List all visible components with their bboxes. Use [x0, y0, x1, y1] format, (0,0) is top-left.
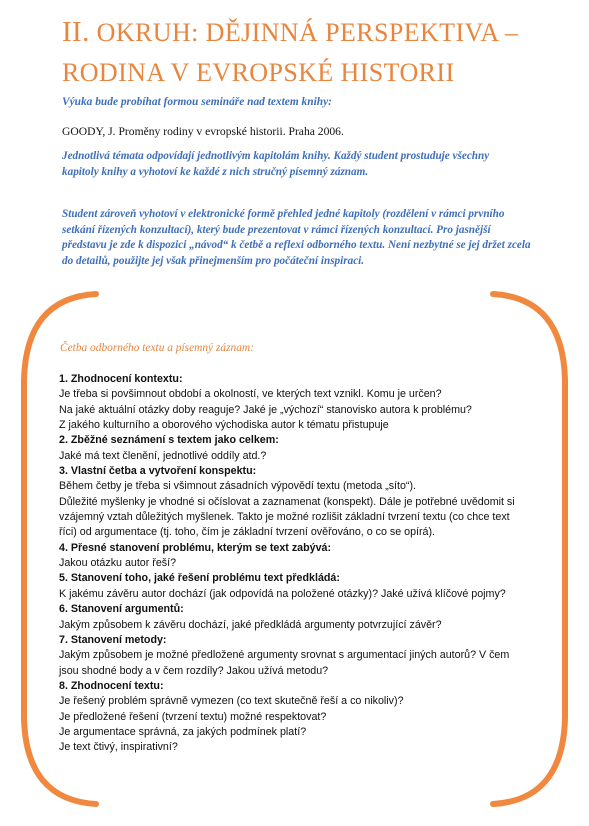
section-line: Je předložené řešení (tvrzení textu) možné respektovat?: [59, 710, 327, 723]
section-line: Je řešený problém správně vymezen (co text skutečně řeší a co nikoliv)?: [59, 695, 404, 708]
list-item: [59, 433, 529, 464]
intro-text: Výuka bude probíhat formou semináře nad textem knihy:: [62, 96, 332, 108]
section-heading: 1. Zhodnocení kontextu:: [59, 373, 183, 385]
section-line: Během četby je třeba si všimnout zásadních výpovědí textu (metoda „síto“).: [59, 480, 417, 493]
reading-guide-list: [59, 372, 529, 756]
section-line: Z jakého kulturního a oborového východiska autor k tématu přistupuje: [59, 419, 389, 432]
section-heading: 4. Přesné stanovení problému, kterým se text zabývá:: [59, 541, 332, 554]
section-line: Je text čtivý, inspirativní?: [59, 741, 178, 754]
section-heading: 3. Vlastní četba a vytvoření konspektu:: [59, 465, 257, 478]
section-heading: 2. Zběžné seznámení s textem jako celkem:: [59, 434, 279, 447]
list-item: [59, 633, 529, 679]
section-heading: 8. Zhodnocení textu:: [59, 679, 164, 692]
title-okruh: OKRUH: D: [96, 18, 225, 47]
page-title: [62, 12, 562, 93]
section-heading: 6. Stanovení argumentů:: [59, 603, 184, 616]
list-item: [59, 372, 529, 433]
title-topic: ĚJINNÁ PERSPEKTIVA –: [224, 18, 519, 47]
title-roman-numeral: II.: [62, 16, 90, 48]
list-item: [59, 571, 529, 602]
section-line: Důležité myšlenky je vhodné si očíslovat a zaznamenat (konspekt). Dále je potřebné uvědomit si vzájemný vztah důležitých myšlenek. Takto je možné rozlišit základní tvrzení textu (co chce text říci) od argumentace (tj. toho, čím je základní tvrzení ověřováno, o co se opírá).: [59, 495, 515, 539]
instructions-paragraph-2: Student zároveň vyhotoví v elektronické formě přehled jedné kapitoly (rozdělení v rámci prvního setkání řízených konzultací), který bude prezentovat v rámci řízených konzultací. Pro jasnější představu je zde k dispozici „návod“ k četbě a reflexi odborného textu. Není nezbytné se jej držet zcela do detailů, použijte jej však přinejmenším pro počáteční inspiraci.: [62, 208, 531, 267]
section-line: K jakému závěru autor dochází (jak odpovídá na položené otázky)? Jaké užívá klíčové pojmy?: [59, 587, 506, 600]
section-line: Na jaké aktuální otázky doby reaguje? Jaké je „výchozí“ stanovisko autora k problému?: [59, 403, 472, 416]
section-line: Je argumentace správná, za jakých podmínek platí?: [59, 725, 307, 738]
list-item: [59, 679, 529, 756]
section-heading: 5. Stanovení toho, jaké řešení problému text předkládá:: [59, 572, 340, 585]
section-line: Jaké má text členění, jednotlivé oddíly atd.?: [59, 449, 267, 462]
section-line: Jakým způsobem k závěru dochází, jaké předkládá argumenty potvrzující závěr?: [59, 618, 442, 631]
section-line: Jakou otázku autor řeší?: [59, 557, 177, 570]
box-heading: Četba odborného textu a písemný záznam:: [60, 342, 254, 354]
list-item: [59, 602, 529, 633]
list-item: [59, 541, 529, 572]
section-line: Je třeba si povšimnout období a okolností, ve kterých text vznikl. Komu je určen?: [59, 388, 442, 401]
book-reference: GOODY, J. Proměny rodiny v evropské historii. Praha 2006.: [62, 125, 344, 138]
instructions-paragraph-1: Jednotlivá témata odpovídají jednotlivým kapitolám knihy. Každý student prostuduje všechny kapitoly knihy a vyhotoví ke každé z nich stručný písemný záznam.: [62, 150, 490, 178]
section-line: Jakým způsobem je možné předložené argumenty srovnat s argumentací jiných autorů? V čem jsou shodné body a v čem rozdíly? Jakou užívá metodu?: [59, 649, 510, 677]
title-subtitle: RODINA V EVROPSKÉ HISTORII: [62, 58, 455, 87]
list-item: [59, 464, 529, 541]
section-heading: 7. Stanovení metody:: [59, 633, 167, 646]
